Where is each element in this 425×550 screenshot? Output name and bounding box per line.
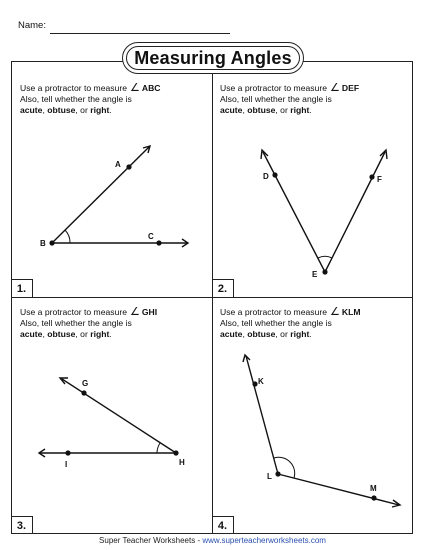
- worksheet-title: Measuring Angles: [122, 42, 304, 74]
- angle-name: GHI: [141, 307, 158, 317]
- point-g: [81, 390, 86, 395]
- label-c: C: [148, 232, 154, 241]
- point-c: [156, 240, 161, 245]
- angle-ghi-figure: [11, 297, 211, 538]
- point-a: [126, 164, 131, 169]
- point-d: [272, 172, 277, 177]
- angle-name: ABC: [141, 83, 161, 93]
- point-k: [252, 381, 257, 386]
- angle-symbol: ∠: [130, 306, 140, 318]
- angle-symbol: ∠: [330, 306, 340, 318]
- point-b: [49, 240, 54, 245]
- angle-abc-figure: [11, 61, 211, 302]
- angle-symbol: ∠: [130, 82, 140, 94]
- name-write-line: [50, 33, 230, 34]
- ray-lk: [246, 356, 278, 474]
- point-e: [322, 269, 327, 274]
- problem-3-instruction: Use a protractor to measure ∠ GHI Also, tell whether the angle is acute, obtuse, or right.: [20, 306, 158, 340]
- angle-name: DEF: [341, 83, 360, 93]
- angle-arc: [318, 256, 332, 258]
- label-m: M: [370, 484, 377, 493]
- label-d: D: [263, 172, 269, 181]
- label-l: L: [267, 472, 272, 481]
- name-label: Name:: [18, 20, 46, 31]
- angle-arc: [65, 230, 70, 243]
- label-g: G: [82, 379, 89, 388]
- problem-2-number: 2.: [212, 279, 234, 297]
- angle-name: KLM: [341, 307, 361, 317]
- angle-arc: [157, 443, 160, 453]
- label-a: A: [115, 160, 121, 169]
- point-l: [275, 471, 280, 476]
- label-e: E: [312, 270, 318, 279]
- label-k: K: [258, 377, 264, 386]
- label-f: F: [377, 175, 382, 184]
- problem-4-instruction: Use a protractor to measure ∠ KLM Also, tell whether the angle is acute, obtuse, or right.: [220, 306, 361, 340]
- ray-ed: [263, 152, 325, 272]
- problem-1-number: 1.: [11, 279, 33, 297]
- ray-lm: [278, 474, 399, 505]
- ray-ba: [52, 147, 149, 243]
- angle-klm-figure: [212, 297, 412, 538]
- problem-4-number: 4.: [212, 516, 234, 534]
- footer-brand: Super Teacher Worksheets -: [99, 536, 203, 545]
- footer: [0, 536, 425, 545]
- point-f: [369, 174, 374, 179]
- point-h: [173, 450, 178, 455]
- label-i: I: [65, 460, 68, 469]
- problem-3-number: 3.: [11, 516, 33, 534]
- problem-1-instruction: Use a protractor to measure ∠ ABC Also, tell whether the angle is acute, obtuse, or right.: [20, 82, 161, 116]
- point-i: [65, 450, 70, 455]
- label-b: B: [40, 239, 46, 248]
- footer-url-link[interactable]: www.superteacherworksheets.com: [202, 536, 326, 545]
- label-h: H: [179, 458, 185, 467]
- problem-2-instruction: Use a protractor to measure ∠ DEF Also, tell whether the angle is acute, obtuse, or right.: [220, 82, 360, 116]
- ray-hg: [62, 379, 176, 453]
- point-m: [371, 495, 376, 500]
- angle-def-figure: [212, 61, 412, 302]
- ray-ef: [325, 152, 385, 272]
- angle-symbol: ∠: [330, 82, 340, 94]
